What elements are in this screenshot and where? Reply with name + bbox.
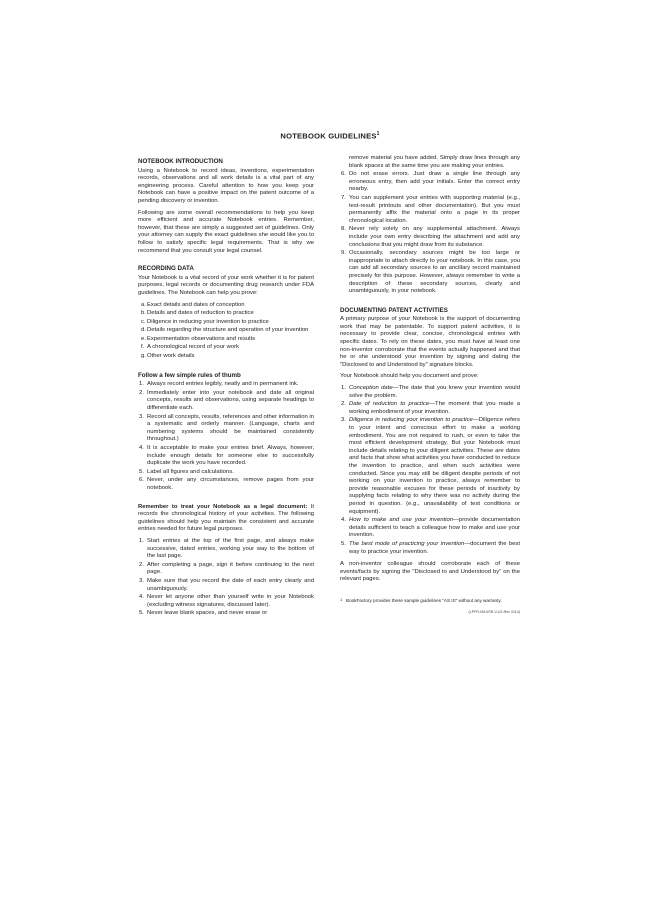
list-text: After completing a page, sign it before continuing to the next page. bbox=[147, 561, 314, 576]
patent-list bbox=[340, 385, 520, 556]
list-text: A chronological record of your work bbox=[147, 344, 240, 351]
list-marker: 5. bbox=[139, 468, 144, 475]
patent-heading: DOCUMENTING PATENT ACTIVITIES bbox=[340, 306, 448, 314]
recording-paragraph: Your Notebook is a vital record of your work whether it is for patent purposes, legal records or documenting drug research under FDA guidelines. The Notebook can help you prove: bbox=[138, 274, 314, 296]
list-text: —document the best way to practice your invention. bbox=[349, 540, 520, 555]
list-item bbox=[138, 381, 314, 389]
list-text: remove material you have added. Simply draw lines through any blank spaces at the same time you are making your entries. bbox=[349, 155, 520, 169]
list-marker: 3. bbox=[341, 417, 346, 424]
list-text: —provide documentation details sufficient to teach a colleague how to make and use your invention. bbox=[349, 517, 520, 539]
list-text: You can supplement your entries with supporting material (e.g., test-result printouts and other documentation). But you must permanently affix the material onto a page in its proper chronological location. bbox=[349, 194, 520, 224]
list-term: Conception date bbox=[349, 385, 393, 392]
list-text: Start entries at the top of the first page, and always make successive, dated entries, working your way to the bottom of the last page. bbox=[147, 537, 314, 560]
list-marker: f. bbox=[141, 344, 145, 351]
list-item bbox=[138, 445, 314, 468]
legal-rest: It records the chronological history of your activities. The following guidelines should help you maintain the consistent and accurate entries needed for future legal purposes. bbox=[138, 503, 314, 533]
list-marker: 6. bbox=[139, 477, 144, 484]
page-title bbox=[0, 131, 660, 141]
list-text: Make sure that you record the date of each entry clearly and unambiguously. bbox=[147, 577, 314, 592]
list-item bbox=[340, 385, 520, 400]
list-text: Experimentation observations and results bbox=[147, 335, 256, 342]
prove-list bbox=[138, 302, 314, 361]
legal-list-continued bbox=[340, 155, 520, 296]
list-marker: 2. bbox=[139, 389, 144, 396]
list-marker: g. bbox=[141, 353, 146, 360]
legal-list bbox=[138, 538, 314, 618]
list-item bbox=[138, 594, 314, 609]
list-text: Exact details and dates of conception bbox=[147, 301, 245, 308]
list-marker: 7. bbox=[341, 194, 346, 201]
list-marker: e. bbox=[141, 335, 146, 342]
list-item bbox=[138, 477, 314, 492]
list-marker: c. bbox=[141, 318, 146, 325]
list-item bbox=[138, 327, 314, 335]
list-marker: b. bbox=[141, 310, 146, 317]
document-code: (LPFR-0M-0SR-V-U2-Rev 0114) bbox=[468, 610, 520, 615]
patent-paragraph-1: A primary purpose of your Notebook is the support of documenting work that may be patentable. To support patent activities, it is necessary to provide clear, concise, chronological entries with specific dates. To rely on these dates, you must have at least one non-inventor corroborate that the events actually happened and that he or she understood your invention by signing and dating the "Disclosed to and Understood by" signature blocks. bbox=[340, 316, 520, 368]
list-marker: 4. bbox=[139, 445, 144, 451]
list-marker: 2. bbox=[341, 401, 346, 408]
list-text: Never let anyone other than yourself write in your Notebook (excluding witness signatures, discussed later). bbox=[147, 594, 314, 608]
list-item bbox=[138, 353, 314, 361]
list-text: Other work details bbox=[147, 353, 195, 360]
list-marker: 1. bbox=[139, 537, 144, 544]
patent-paragraph-2: Your Notebook should help you document and prove: bbox=[340, 373, 479, 380]
list-text: Do not erase errors. Just draw a single line through any erroneous entry, then add your initials. Enter the correct entry nearby. bbox=[349, 171, 520, 193]
intro-heading: NOTEBOOK INTRODUCTION bbox=[138, 158, 223, 165]
list-marker: 5. bbox=[341, 540, 346, 547]
list-item bbox=[340, 250, 520, 296]
list-text: —Diligence refers to your intent and conscious effort to make a working embodiment. You are not required to rush, or even to take the most efficient development strategy. But your Notebook must include details relating to your diligent activities. These are dates and facts that show what activities you have conducted to reduce the invention to practice, and when such activities were conducted. Since you may still be diligent despite periods of not working on your invention to practice, always remember to provide reasonable excuses for these periods of inactivity by supplying facts relating to why there was no activity during the period in question. (e.g., unavailability of test conditions or equipment). bbox=[349, 417, 520, 515]
list-marker: 5. bbox=[139, 610, 144, 617]
list-text: Never rely solely on any supplemental attachment. Always include your own entry describing the attachment and add any conclusions that you might draw from its substance. bbox=[349, 226, 520, 248]
list-item bbox=[340, 171, 520, 194]
right-column bbox=[340, 155, 520, 617]
list-item bbox=[138, 390, 314, 413]
list-marker: 1. bbox=[139, 381, 144, 388]
list-text: —The moment that you made a working embodiment of your invention. bbox=[349, 401, 520, 415]
list-text: Details and dates of reduction to practice bbox=[147, 310, 254, 317]
list-text: —The date that you knew your invention would solve the problem. bbox=[349, 385, 520, 399]
list-marker: 4. bbox=[341, 517, 346, 524]
list-text: Diligence in reducing your invention to practice bbox=[147, 318, 269, 325]
list-marker: 4. bbox=[139, 594, 144, 601]
list-term: How to make and use your invention bbox=[349, 517, 454, 524]
list-text: Never leave blank spaces, and never erase or bbox=[147, 610, 268, 617]
list-text: Occasionally, secondary sources might be too large or inappropriate to attach directly to your notebook. In this case, you can add all secondary sources to an ancillary record maintained precisely for this purpose. However, always remember to write a description of these secondary sources, clearly and unambiguously, in your notebook. bbox=[349, 250, 520, 295]
list-item bbox=[340, 155, 520, 170]
list-item bbox=[138, 562, 314, 577]
list-item bbox=[138, 469, 314, 477]
list-marker: 1. bbox=[341, 385, 346, 392]
list-marker: 3. bbox=[139, 577, 144, 584]
title-footnote-mark: 1 bbox=[376, 131, 380, 137]
list-item bbox=[138, 414, 314, 444]
list-item bbox=[340, 517, 520, 540]
footnote-mark: 1 bbox=[340, 596, 343, 602]
list-marker: 3. bbox=[139, 413, 144, 420]
list-text: It is acceptable to make your entries brief. Always, however, include enough details for someone else to successfully duplicate the work you have recorded. bbox=[147, 445, 314, 467]
list-term: The best mode of practicing your invention bbox=[349, 540, 465, 547]
list-item bbox=[340, 226, 520, 249]
footnote-text: BookFactory provides these sample guidelines "AS IS" without any warranty. bbox=[346, 597, 502, 603]
left-column bbox=[138, 158, 314, 623]
recording-heading: RECORDING DATA bbox=[138, 265, 194, 273]
list-item bbox=[138, 336, 314, 344]
list-marker: 9. bbox=[341, 250, 346, 257]
list-text: Never, under any circumstances, remove pages from your notebook. bbox=[147, 477, 314, 491]
list-item bbox=[138, 578, 314, 593]
list-marker: 2. bbox=[139, 561, 144, 568]
list-term: Date of reduction to practice bbox=[349, 401, 430, 408]
intro-paragraph-1: Using a Notebook to record ideas, inventions, experimentation records, observations and all work details is a vital part of any engineering process. Careful attention to how you keep your Notebook can have a positive impact on the patent outcome of a pending discovery or invention. bbox=[138, 167, 314, 204]
footnote bbox=[340, 598, 520, 604]
patent-paragraph-3: A non-inventor colleague should corroborate each of these events/facts by signing the "Disclosed to and Understood by" on the relevant pages. bbox=[340, 561, 520, 583]
list-text: Always record entries legibly, neatly and in permanent ink. bbox=[147, 381, 299, 388]
rules-list bbox=[138, 381, 314, 492]
list-text: Details regarding the structure and operation of your invention bbox=[147, 327, 309, 334]
list-item bbox=[138, 302, 314, 310]
list-item bbox=[138, 310, 314, 318]
list-term: Diligence in reducing your invention to practice bbox=[349, 417, 473, 424]
legal-paragraph bbox=[138, 504, 314, 534]
list-item bbox=[138, 344, 314, 352]
list-item bbox=[340, 417, 520, 516]
list-text: Label all figures and calculations. bbox=[147, 468, 234, 475]
list-marker: a. bbox=[141, 301, 146, 308]
legal-lead: Remember to treat your Notebook as a legal document: bbox=[138, 503, 308, 510]
list-marker: 8. bbox=[341, 226, 346, 233]
list-marker: d. bbox=[141, 327, 146, 334]
list-item bbox=[138, 538, 314, 561]
list-item bbox=[340, 195, 520, 225]
list-item bbox=[340, 541, 520, 556]
intro-paragraph-2: Following are some overall recommendations to help you keep more efficient and accurate Notebook entries. Remember, however, that these are simply a suggested set of guidelines. Only your attorney can supply the exact guidelines she would like you to follow to satisfy specific legal requirements. That is why we recommend that you consult your legal counsel. bbox=[138, 209, 314, 254]
list-item bbox=[138, 610, 314, 618]
title-text: NOTEBOOK GUIDELINES bbox=[280, 131, 377, 141]
rules-heading: Follow a few simple rules of thumb bbox=[138, 371, 241, 379]
list-marker: 6. bbox=[341, 171, 346, 178]
list-item bbox=[340, 401, 520, 416]
list-text: Immediately enter into your notebook and date all original concepts, results and observations, using separate headings to differentiate each. bbox=[147, 389, 314, 412]
list-text: Record all concepts, results, references and other information in a systematic and orderly manner. (Language, charts and numbering systems should be maintained consistently throughout.) bbox=[147, 413, 314, 443]
list-item bbox=[138, 319, 314, 327]
